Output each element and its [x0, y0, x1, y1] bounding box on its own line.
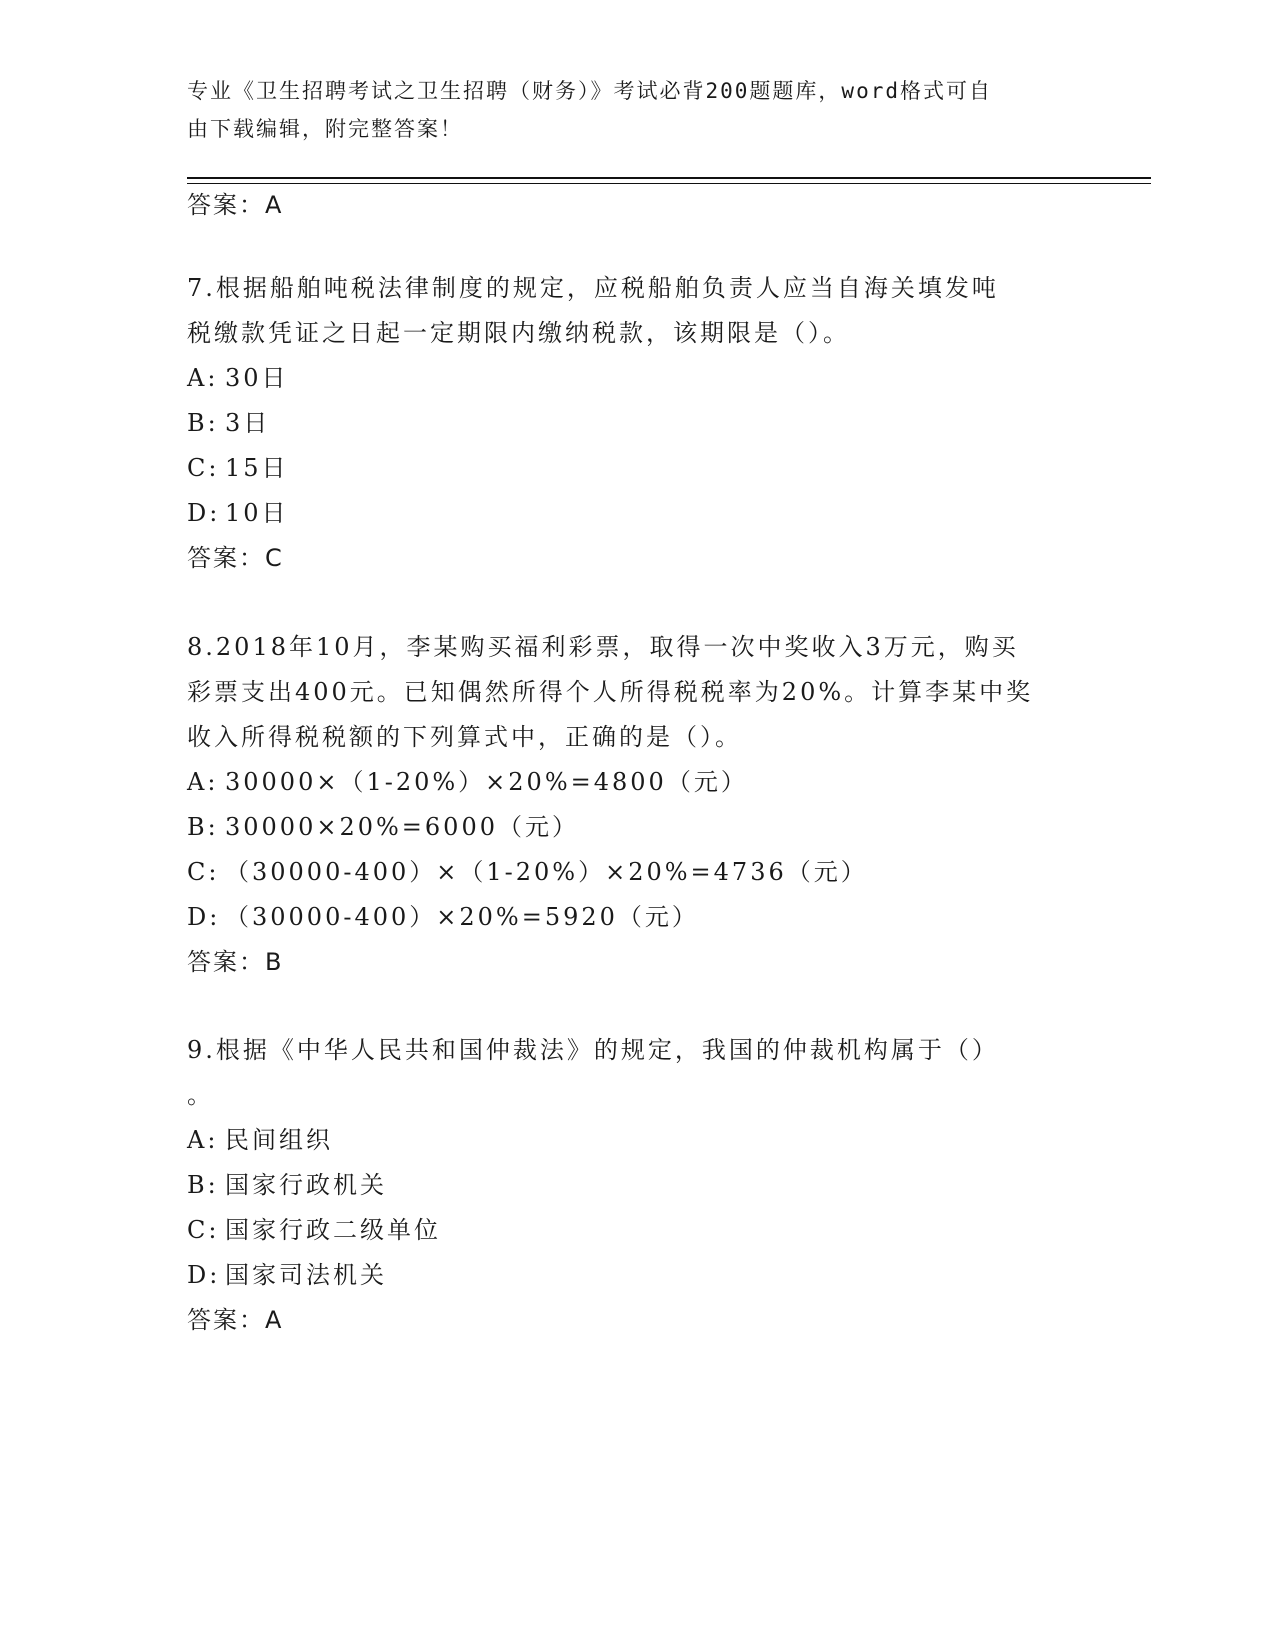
- q9-option-b: [187, 1170, 387, 1200]
- q8-option-c: [187, 857, 868, 887]
- option-label: C:: [187, 454, 220, 482]
- option-text: （30000-400）×20%=5920（元）: [225, 903, 699, 931]
- option-label: D:: [187, 903, 221, 931]
- q8-option-b: [187, 812, 579, 842]
- q7-line-2: 税缴款凭证之日起一定期限内缴纳税款，该期限是（）。: [187, 319, 850, 347]
- option-text: 国家行政二级单位: [225, 1216, 441, 1244]
- q9-option-d: [187, 1260, 387, 1290]
- option-label: C:: [187, 858, 220, 886]
- option-text: 国家行政机关: [225, 1171, 387, 1199]
- q9-option-a: [187, 1125, 333, 1155]
- q8-line-1: 8.2018年10月，李某购买福利彩票，取得一次中奖收入3万元，购买: [187, 633, 1019, 661]
- option-text: （30000-400）×（1-20%）×20%=4736（元）: [225, 858, 868, 886]
- option-text: 10日: [225, 499, 289, 527]
- option-label: C:: [187, 1216, 220, 1244]
- q8-option-a: [187, 767, 748, 797]
- header-rule-thin: [187, 183, 1151, 184]
- q7-option-b: [187, 408, 270, 438]
- option-label: B:: [187, 813, 219, 841]
- q9-line-2: 。: [187, 1081, 214, 1109]
- option-label: D:: [187, 499, 221, 527]
- q7-option-a: [187, 363, 289, 393]
- document-header: [187, 72, 1067, 148]
- option-text: 民间组织: [225, 1126, 333, 1154]
- answer-prev: 答案：A: [187, 191, 284, 219]
- q7-option-d: [187, 498, 289, 528]
- q7-answer: 答案：C: [187, 544, 284, 572]
- option-label: B:: [187, 409, 219, 437]
- q7-line-1: 7.根据船舶吨税法律制度的规定，应税船舶负责人应当自海关填发吨: [187, 274, 999, 302]
- q9-option-c: [187, 1215, 441, 1245]
- option-text: 30000×20%=6000（元）: [225, 813, 579, 841]
- q8-option-d: [187, 902, 699, 932]
- q8-line-2: 彩票支出400元。已知偶然所得个人所得税税率为20%。计算李某中奖: [187, 678, 1034, 706]
- option-text: 国家司法机关: [225, 1261, 387, 1289]
- option-label: A:: [187, 364, 219, 392]
- option-label: B:: [187, 1171, 219, 1199]
- option-label: D:: [187, 1261, 221, 1289]
- option-text: 30000×（1-20%）×20%=4800（元）: [225, 768, 748, 796]
- option-text: 15日: [225, 454, 289, 482]
- q9-answer: 答案：A: [187, 1306, 284, 1334]
- q7-option-c: [187, 453, 289, 483]
- q8-line-3: 收入所得税税额的下列算式中，正确的是（）。: [187, 723, 742, 751]
- q9-line-1: 9.根据《中华人民共和国仲裁法》的规定，我国的仲裁机构属于（）: [187, 1036, 999, 1064]
- option-label: A:: [187, 1126, 219, 1154]
- q8-answer: 答案：B: [187, 948, 284, 976]
- option-label: A:: [187, 768, 219, 796]
- header-line-1: 专业《卫生招聘考试之卫生招聘（财务）》考试必背200题题库，word格式可自: [187, 79, 992, 103]
- header-rule-thick: [187, 177, 1151, 179]
- option-text: 3日: [225, 409, 271, 437]
- option-text: 30日: [225, 364, 289, 392]
- header-line-2: 由下载编辑，附完整答案！: [187, 117, 463, 141]
